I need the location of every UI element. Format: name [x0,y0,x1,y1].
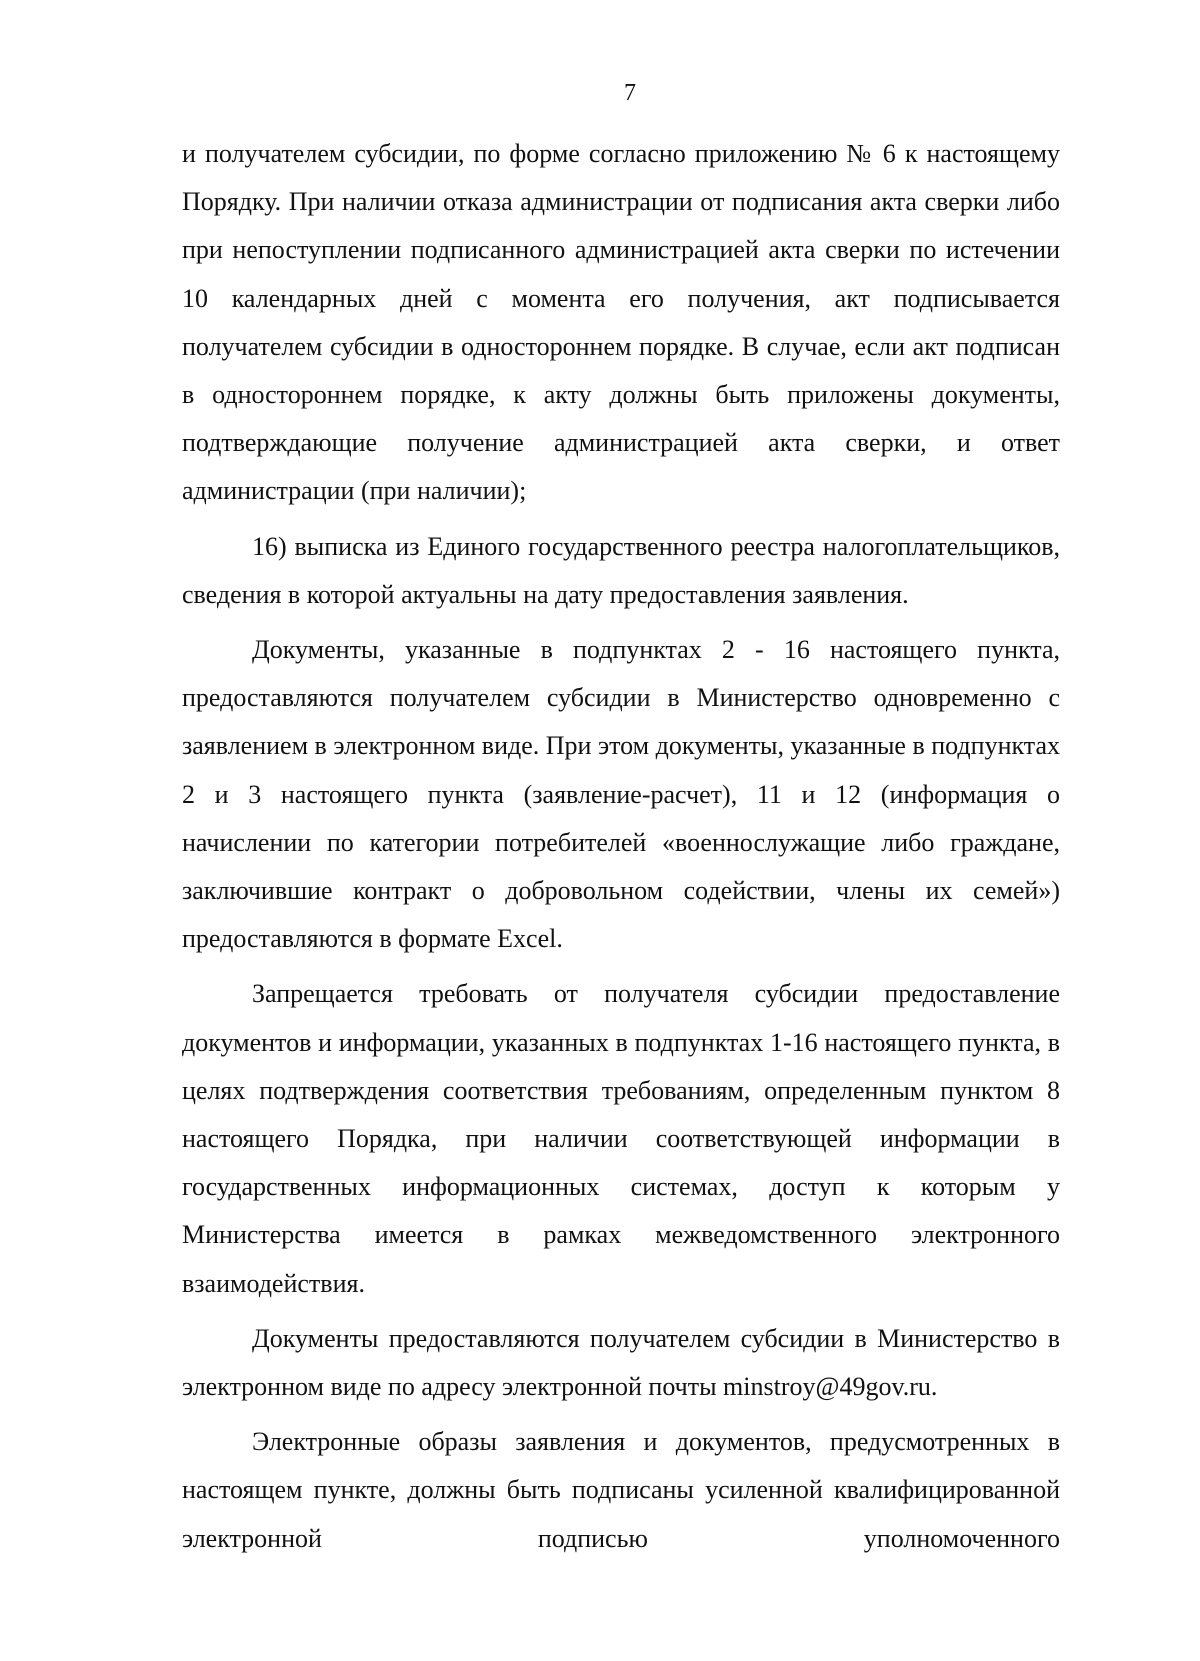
paragraph-prohibition: Запрещается требовать от получателя субсидии предоставление документов и информации, указанных в подпунктах 1-16 настоящего пункта, в целях подтверждения соответствия требованиям, определенным пунктом 8 настоящего Порядка, при наличии соответствующей информации в государственных информационных системах, доступ к которым у Министерства имеется в рамках межведомственного электронного взаимодействия. [182,979,1060,1298]
paragraph-reconciliation-act: и получателем субсидии, по форме согласно приложению № 6 к настоящему Порядку. При наличии отказа администрации от подписания акта сверки либо при непоступлении подписанного администрацией акта сверки по истечении 10 календарных дней с момента его получения, акт подписывается получателем субсидии в одностороннем порядке. В случае, если акт подписан в одностороннем порядке, к акту должны быть приложены документы, подтверждающие получение администрацией акта сверки, и ответ администрации (при наличии); [182,139,1060,506]
paragraph-email-submission: Документы предоставляются получателем субсидии в Министерство в электронном виде по адресу электронной почты minstroy@49gov.ru. [182,1323,1060,1402]
paragraph-electronic-signature: Электронные образы заявления и документов, предусмотренных в настоящем пункте, должны быть подписаны усиленной квалифицированной электронной подписью уполномоченного [182,1427,1060,1553]
document-body [182,130,1060,1563]
page-number: 7 [624,80,636,106]
paragraph-item-16: 16) выписка из Единого государственного реестра налогоплательщиков, сведения в которой актуальны на дату предоставления заявления. [182,531,1060,609]
paragraph-documents-submission: Документы, указанные в подпунктах 2 - 16 настоящего пункта, предоставляются получателем субсидии в Министерство одновременно с заявлением в электронном виде. При этом документы, указанные в подпунктах 2 и 3 настоящего пункта (заявление-расчет), 11 и 12 (информация о начислении по категории потребителей «военнослужащие либо граждане, заключившие контракт о добровольном содействии, члены их семей») предоставляются в формате Excel. [182,635,1060,954]
